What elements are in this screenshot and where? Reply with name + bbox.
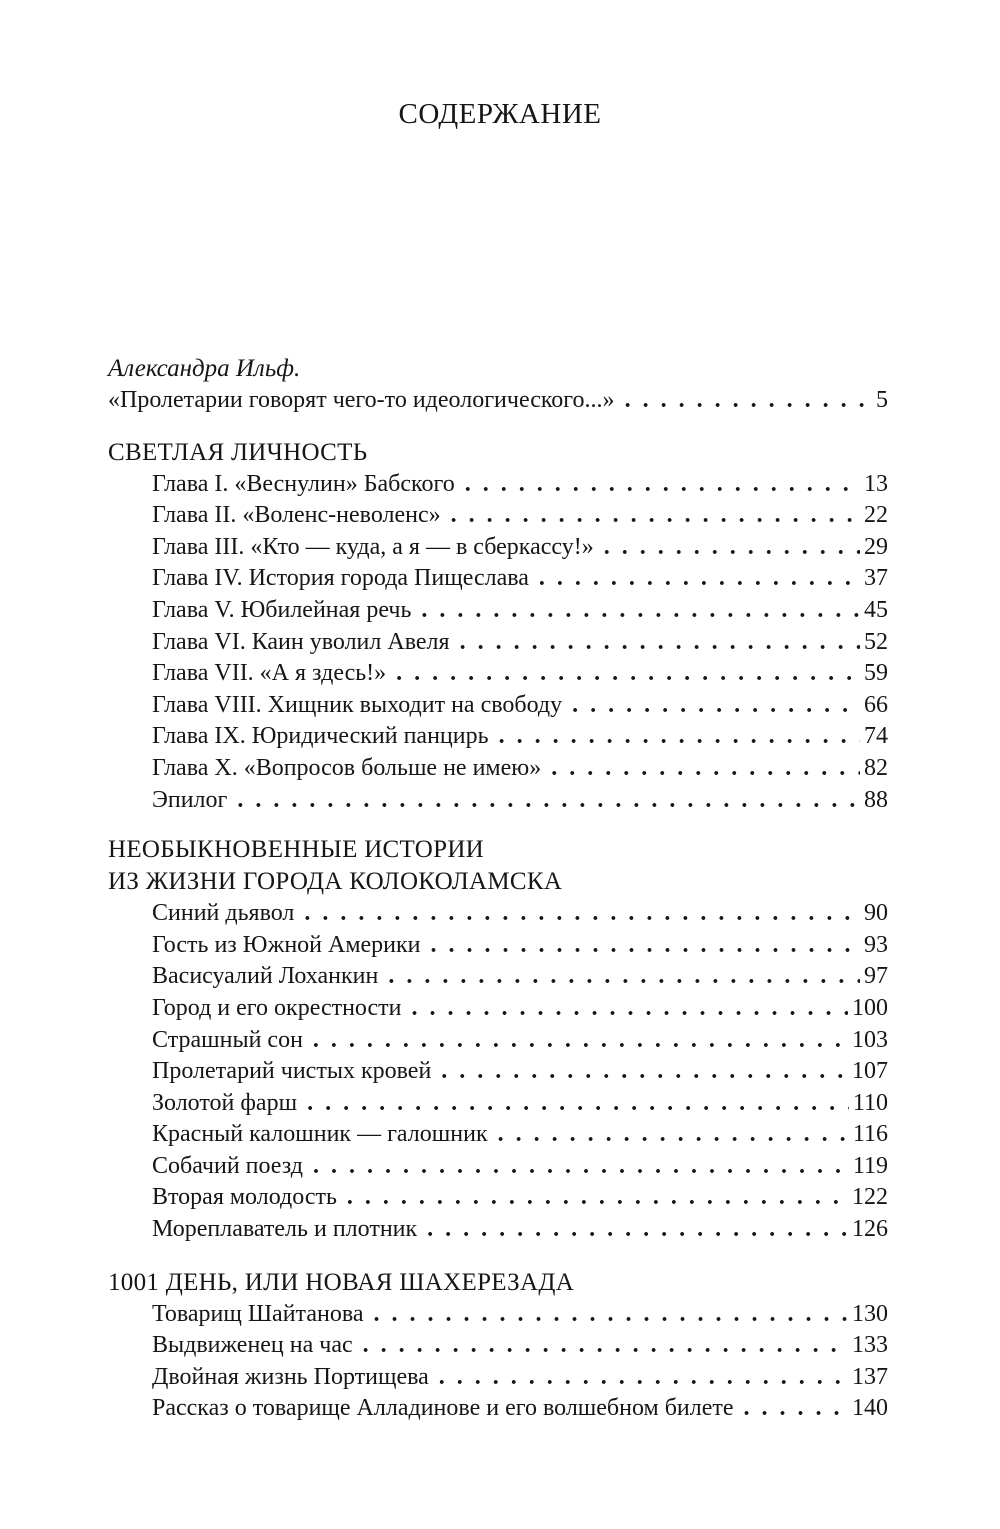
- section-title: 1001 ДЕНЬ, ИЛИ НОВАЯ ШАХЕРЕЗАДА: [108, 1268, 575, 1296]
- toc-entry[interactable]: [108, 1025, 888, 1057]
- toc-entry[interactable]: [108, 1214, 888, 1246]
- toc-entry[interactable]: [108, 532, 888, 564]
- page-title: СОДЕРЖАНИЕ: [398, 98, 602, 130]
- toc-entry-page: 29: [864, 533, 888, 560]
- intro-author: Александра Ильф.: [108, 355, 301, 382]
- toc-entry-page: 107: [852, 1058, 888, 1085]
- toc-entry-label: Глава VIII. Хищник выходит на свободу: [152, 691, 563, 718]
- dot-leader: [465, 469, 860, 501]
- section-title: СВЕТЛАЯ ЛИЧНОСТЬ: [108, 438, 368, 466]
- toc-entry[interactable]: [108, 1088, 888, 1120]
- toc-entry-label: Страшный сон: [152, 1026, 303, 1053]
- toc-entry[interactable]: [108, 961, 888, 993]
- dot-leader: [307, 1088, 849, 1120]
- toc-entry-page: 133: [852, 1332, 888, 1359]
- toc-entry-label: Двойная жизнь Портищева: [152, 1363, 429, 1390]
- toc-sections: [108, 437, 888, 1425]
- toc-entry-label: Собачий поезд: [152, 1152, 304, 1179]
- toc-entry-label: Золотой фарш: [152, 1089, 298, 1116]
- toc-entry-page: 5: [876, 387, 888, 413]
- toc-entry-page: 130: [852, 1300, 888, 1327]
- dot-leader: [374, 1299, 849, 1331]
- toc-entry-page: 100: [852, 994, 888, 1021]
- dot-leader: [237, 785, 860, 817]
- toc-entry-label: Выдвиженец на час: [152, 1332, 353, 1359]
- toc-entry[interactable]: [108, 500, 888, 532]
- toc-entry[interactable]: [108, 469, 888, 501]
- toc-entry-page: 59: [864, 660, 888, 687]
- dot-leader: [499, 721, 860, 753]
- dot-leader: [313, 1025, 848, 1057]
- dot-leader: [421, 595, 860, 627]
- dot-leader: [441, 1056, 848, 1088]
- dot-leader: [551, 753, 860, 785]
- dot-leader: [439, 1362, 848, 1394]
- toc-entry[interactable]: [108, 1119, 888, 1151]
- toc-entry-label: Гость из Южной Америки: [152, 931, 421, 958]
- toc-entry-page: 116: [852, 1121, 888, 1148]
- toc-entry-page: 37: [864, 565, 888, 592]
- toc-entry[interactable]: [108, 753, 888, 785]
- toc-entry[interactable]: [108, 1056, 888, 1088]
- toc-entry-label: Глава VII. «А я здесь!»: [152, 660, 387, 687]
- toc-entry-label: Васисуалий Лоханкин: [152, 963, 379, 990]
- toc-entry-label: Красный калошник — галошник: [152, 1121, 488, 1148]
- toc-entry[interactable]: [108, 595, 888, 627]
- toc-entry[interactable]: [108, 785, 888, 817]
- dot-leader: [572, 690, 860, 722]
- toc-entry[interactable]: [108, 1151, 888, 1183]
- toc-entry-label: Глава III. «Кто — куда, а я — в сберкассу!»: [152, 533, 594, 560]
- toc-entry-page: 52: [864, 628, 888, 655]
- dot-leader: [451, 500, 860, 532]
- dot-leader: [396, 658, 860, 690]
- dot-leader: [304, 898, 860, 930]
- toc-entry-label: Глава VI. Каин уволил Авеля: [152, 628, 450, 655]
- toc-entry[interactable]: [108, 930, 888, 962]
- toc-entry-label: Глава V. Юбилейная речь: [152, 596, 412, 623]
- toc-entry[interactable]: [108, 658, 888, 690]
- toc-entry-label: Глава X. «Вопросов больше не имею»: [152, 754, 542, 781]
- toc-entry-label: Вторая молодость: [152, 1184, 337, 1211]
- dot-leader: [388, 961, 860, 993]
- section-title: ИЗ ЖИЗНИ ГОРОДА КОЛОКОЛАМСКА: [108, 868, 563, 896]
- toc-entry-page: 82: [864, 754, 888, 781]
- dot-leader: [313, 1151, 849, 1183]
- toc-entry[interactable]: [108, 690, 888, 722]
- toc-entry-page: 137: [852, 1363, 888, 1390]
- toc-entry-label: Эпилог: [152, 786, 228, 813]
- toc-entry-label: Глава I. «Веснулин» Бабского: [152, 470, 455, 497]
- toc-entry[interactable]: [108, 627, 888, 659]
- toc-entry-page: 74: [864, 723, 888, 750]
- dot-leader: [431, 930, 860, 962]
- toc-entry-page: 126: [852, 1216, 888, 1243]
- toc-entry-page: 90: [864, 900, 888, 927]
- toc-entry-page: 45: [864, 596, 888, 623]
- toc-entry-label: «Пролетарии говорят чего-то идеологического...»: [108, 387, 615, 413]
- dot-leader: [539, 563, 860, 595]
- toc-entry-page: 93: [864, 931, 888, 958]
- dot-leader: [604, 532, 860, 564]
- section-title: НЕОБЫКНОВЕННЫЕ ИСТОРИИ: [108, 836, 485, 864]
- dot-leader: [460, 627, 860, 659]
- toc-entry-page: 66: [864, 691, 888, 718]
- toc-entry-page: 110: [852, 1089, 888, 1116]
- toc-entry-page: 103: [852, 1026, 888, 1053]
- toc-entry-label: Рассказ о товарище Алладинове и его волшебном билете: [152, 1395, 734, 1422]
- dot-leader: [498, 1119, 849, 1151]
- dot-leader: [347, 1182, 848, 1214]
- toc-entry-label: Пролетарий чистых кровей: [152, 1058, 432, 1085]
- table-of-contents: [108, 352, 888, 1425]
- toc-entry-page: 13: [864, 470, 888, 497]
- toc-entry-label: Синий дьявол: [152, 900, 295, 927]
- toc-entry-page: 97: [864, 963, 888, 990]
- toc-entry[interactable]: [108, 1182, 888, 1214]
- toc-entry[interactable]: [108, 563, 888, 595]
- toc-entry[interactable]: [108, 898, 888, 930]
- toc-entry-page: 119: [852, 1152, 888, 1179]
- toc-entry-label: Глава IV. История города Пищеслава: [152, 565, 529, 592]
- toc-entry-intro[interactable]: [108, 385, 888, 417]
- toc-entry-page: 140: [852, 1395, 888, 1422]
- toc-entry[interactable]: [108, 993, 888, 1025]
- toc-entry-page: 22: [864, 502, 888, 529]
- toc-entry-label: Город и его окрестности: [152, 994, 402, 1021]
- dot-leader: [625, 385, 872, 417]
- toc-entry-label: Глава IX. Юридический панцирь: [152, 723, 489, 750]
- toc-entry-label: Мореплаватель и плотник: [152, 1216, 418, 1243]
- toc-entry-page: 88: [864, 786, 888, 813]
- toc-entry-label: Глава II. «Воленс-неволенс»: [152, 502, 441, 529]
- dot-leader: [412, 993, 848, 1025]
- toc-entry[interactable]: [108, 1299, 888, 1331]
- toc-entry-label: Товарищ Шайтанова: [152, 1300, 364, 1327]
- toc-entry[interactable]: [108, 1330, 888, 1362]
- toc-entry-page: 122: [852, 1184, 888, 1211]
- toc-entry[interactable]: [108, 1393, 888, 1425]
- toc-entry[interactable]: [108, 721, 888, 753]
- toc-entry[interactable]: [108, 1362, 888, 1394]
- dot-leader: [363, 1330, 848, 1362]
- dot-leader: [744, 1393, 848, 1425]
- dot-leader: [427, 1214, 848, 1246]
